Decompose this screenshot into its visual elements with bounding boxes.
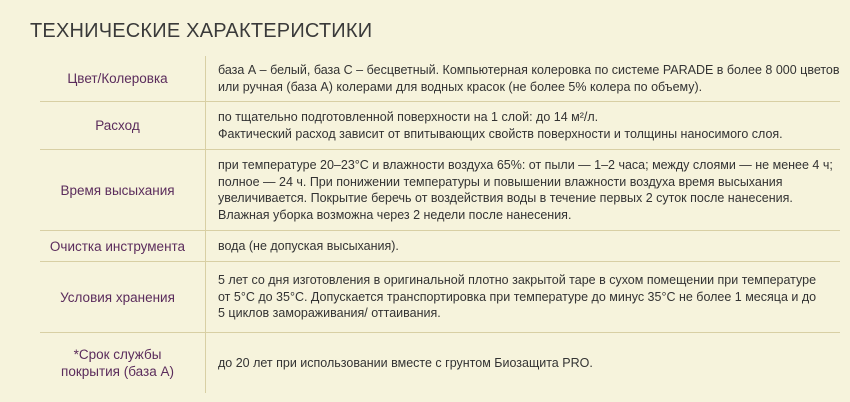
spec-value-text: до 20 лет при использовании вместе с грунтом Биозащита PRO.	[218, 355, 593, 370]
spec-value-text: при температуре 20–23°С и влажности воздуха 65%: от пыли — 1–2 часа; между слоями — не менее 4 ч; полное — 24 ч. При понижении температуры и повышении влажности воздуха время высыхания увеличивается. Покрытие беречь от воздействия воды в течение первых 2 суток после нанесения. Влажная уборка возможна через 2 недели после нанесения.	[218, 158, 833, 222]
spec-value	[206, 56, 840, 101]
spec-value	[206, 150, 840, 230]
spec-row-drying-time	[40, 150, 840, 231]
spec-label	[40, 333, 206, 393]
spec-label-text: Цвет/Колеровка	[67, 71, 168, 86]
spec-label-text: Расход	[95, 118, 140, 133]
spec-value-text: по тщательно подготовленной поверхности на 1 слой: до 14 м²/л. Фактический расход зависит от впитывающих свойств поверхности и толщины наносимого слоя.	[218, 110, 783, 141]
spec-label	[40, 56, 206, 101]
spec-label	[40, 262, 206, 332]
spec-label	[40, 102, 206, 149]
spec-label-text: *Срок службы покрытия (база А)	[61, 347, 174, 379]
spec-value	[206, 333, 840, 393]
spec-row-storage	[40, 262, 840, 333]
spec-label	[40, 150, 206, 230]
spec-value-text: вода (не допуская высыхания).	[218, 238, 399, 253]
spec-row-color	[40, 56, 840, 102]
spec-value-text: 5 лет со дня изготовления в оригинальной плотно закрытой таре в сухом помещении при температуре от 5°С до 35°С. Допускается транспортировка при температуре до минус 35°С не более 1 месяца и до 5 циклов замораживания/ оттаивания.	[218, 273, 817, 321]
spec-label-text: Условия хранения	[60, 289, 175, 305]
page-title: ТЕХНИЧЕСКИЕ ХАРАКТЕРИСТИКИ	[30, 20, 373, 42]
spec-value	[206, 231, 840, 261]
spec-row-tool-cleaning	[40, 231, 840, 262]
spec-row-consumption	[40, 102, 840, 150]
spec-value	[206, 262, 840, 332]
spec-label	[40, 231, 206, 261]
spec-value	[206, 102, 840, 149]
spec-label-text: Время высыхания	[60, 182, 175, 198]
spec-label-text: Очистка инструмента	[49, 238, 186, 254]
specs-table	[40, 56, 840, 393]
spec-value-text: база А – белый, база С – бесцветный. Компьютерная колеровка по системе PARADE в более 8 000 цветов или ручная (база А) колерами для водных красок (не более 5% колера по объему).	[218, 63, 840, 94]
spec-row-service-life	[40, 333, 840, 393]
